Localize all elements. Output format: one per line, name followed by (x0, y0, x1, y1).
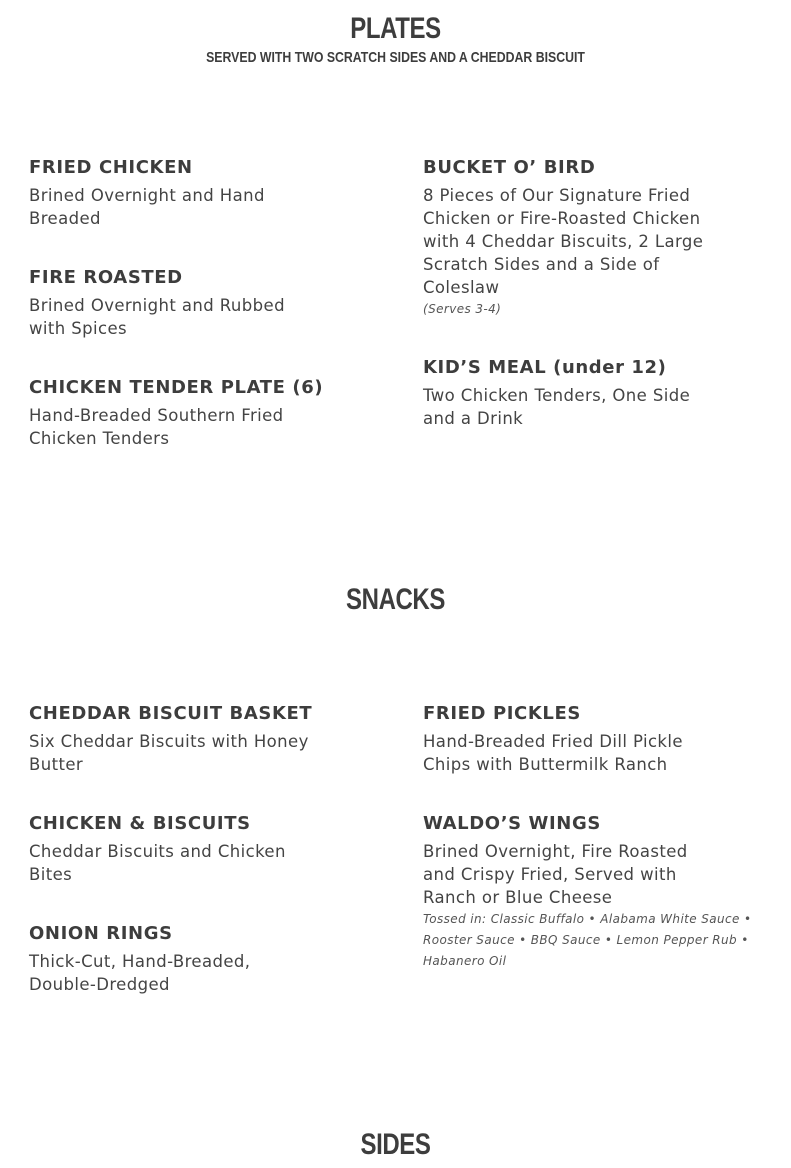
menu-item-name: ONION RINGS (29, 923, 173, 944)
menu-item (423, 356, 708, 430)
menu-item-name: WALDO’S WINGS (423, 813, 601, 834)
menu-item-description: Brined Overnight and Rubbed with Spices (29, 296, 285, 338)
menu-item-name: BUCKET O’ BIRD (423, 157, 596, 178)
menu-item (29, 376, 324, 450)
menu-item-name: FIRE ROASTED (29, 267, 183, 288)
menu-item (423, 702, 708, 776)
menu-item-note: Tossed in: Classic Buffalo • Alabama White Sauce • Rooster Sauce • BBQ Sauce • Lemon Pepper Rub • Habanero Oil (423, 912, 752, 968)
menu-item-description: Two Chicken Tenders, One Side and a Drink (423, 386, 691, 428)
menu-item-name: CHEDDAR BISCUIT BASKET (29, 703, 313, 724)
menu-item-name: KID’S MEAL (under 12) (423, 357, 667, 378)
menu-item-description: Cheddar Biscuits and Chicken Bites (29, 842, 286, 884)
menu-item-description: Hand-Breaded Southern Fried Chicken Tenders (29, 406, 284, 448)
menu-item-note: (Serves 3-4) (423, 302, 502, 316)
menu-item (29, 812, 314, 886)
menu-item (29, 702, 314, 776)
menu-item (423, 812, 753, 972)
sides-title: SIDES (360, 1128, 431, 1161)
plates-subtitle: SERVED WITH TWO SCRATCH SIDES AND A CHEDDAR BISCUIT (206, 49, 585, 66)
plates-title: PLATES (350, 12, 441, 45)
menu-item-description: Thick-Cut, Hand-Breaded, Double-Dredged (29, 952, 251, 994)
menu-item (29, 922, 314, 996)
menu-item-description: Brined Overnight and Hand Breaded (29, 186, 265, 228)
menu-item-name: CHICKEN & BISCUITS (29, 813, 251, 834)
menu-item (29, 266, 314, 340)
snacks-title: SNACKS (346, 583, 445, 616)
menu-item-description: Hand-Breaded Fried Dill Pickle Chips with Buttermilk Ranch (423, 732, 683, 774)
menu-item-name: CHICKEN TENDER PLATE (6) (29, 377, 324, 398)
menu-item-description: Brined Overnight, Fire Roasted and Crispy Fried, Served with Ranch or Blue Cheese (423, 842, 688, 907)
menu-item (423, 156, 708, 320)
menu-item-name: FRIED CHICKEN (29, 157, 193, 178)
menu-item-description: 8 Pieces of Our Signature Fried Chicken or Fire-Roasted Chicken with 4 Cheddar Biscuits, 2 Large Scratch Sides and a Side of Coleslaw (423, 186, 704, 297)
menu-item-name: FRIED PICKLES (423, 703, 581, 724)
menu-item-description: Six Cheddar Biscuits with Honey Butter (29, 732, 309, 774)
menu-item (29, 156, 314, 230)
